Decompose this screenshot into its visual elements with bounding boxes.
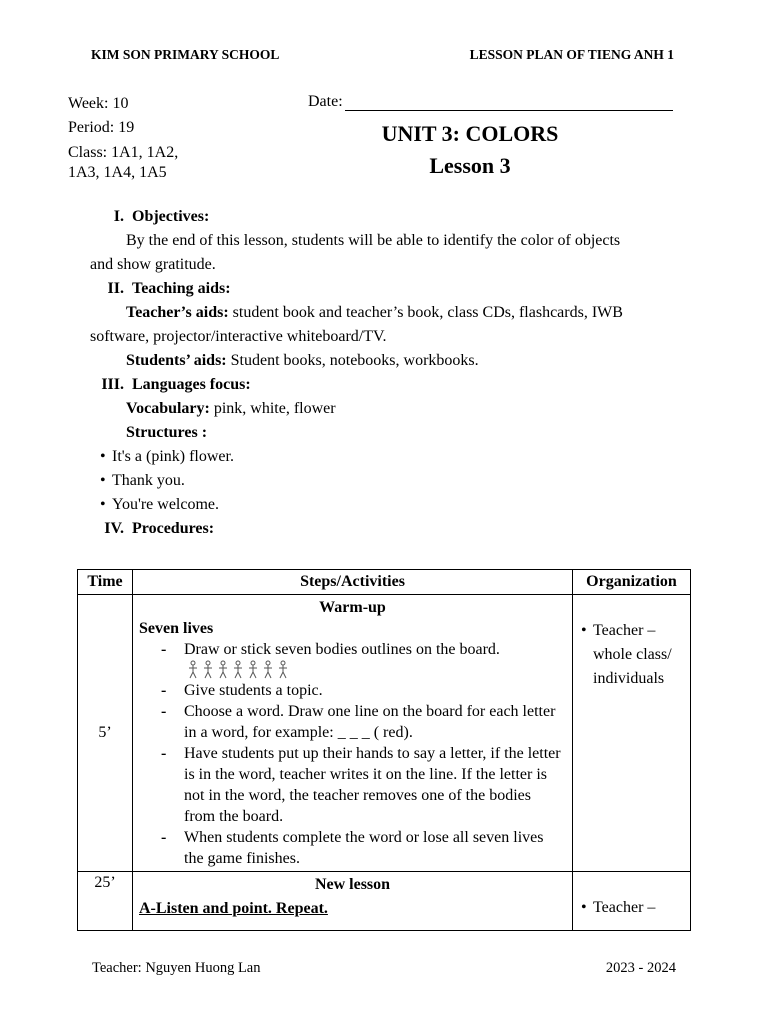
step-item: - Have students put up their hands to say a letter, if the letter is in the word, teacher writes it on the line. If the letter is not in the word, the teacher removes one of the bodies from the board. [139, 743, 566, 827]
header-organization: Organization [573, 570, 691, 595]
date-blank-line [345, 95, 673, 111]
procedures-table [77, 569, 691, 931]
date-field [308, 93, 673, 111]
newlesson-heading: New lesson [314, 876, 391, 893]
warmup-heading: Warm-up [319, 599, 386, 616]
organization-item: • Teacher – whole class/ individuals [579, 619, 686, 691]
lesson-content [90, 205, 690, 541]
organization-item: • Teacher – [579, 896, 686, 920]
school-name: KIM SON PRIMARY SCHOOL [91, 47, 280, 62]
step-item: - When students complete the word or lose all seven lives the game finishes. [139, 827, 566, 869]
warmup-organization [573, 595, 691, 872]
header-activities: Steps/Activities [133, 570, 573, 595]
objectives-text: By the end of this lesson, students will be able to identify the color of objects [126, 232, 621, 249]
footer-teacher: Teacher: Nguyen Huong Lan [92, 960, 261, 976]
week-label: Week: 10 [68, 95, 129, 112]
stick-figures-drawing [187, 660, 299, 680]
lesson-number: Lesson 3 [429, 153, 511, 178]
procedures-heading: IV. Procedures: [104, 520, 215, 537]
activity-title: A-Listen and point. Repeat. [139, 900, 328, 917]
step-item: - Draw or stick seven bodies outlines on the board. [139, 639, 566, 660]
step-item: - Give students a topic. [139, 680, 566, 701]
structure-item: • You're welcome. [90, 493, 690, 517]
vocabulary: Vocabulary: pink, white, flower [126, 400, 336, 417]
structures-label: Structures : [126, 424, 208, 441]
step-item: - Choose a word. Draw one line on the board for each letter in a word, for example: _ _ _ ( red). [139, 701, 566, 743]
unit-title: UNIT 3: COLORS [381, 121, 559, 146]
language-focus-heading: III. Languages focus: [101, 376, 251, 393]
teacher-aids: Teacher’s aids: student book and teacher’s book, class CDs, flashcards, IWB [126, 304, 623, 321]
teacher-aids-cont: software, projector/interactive whiteboard/TV. [90, 328, 387, 345]
teaching-aids-heading: II. Teaching aids: [107, 280, 231, 297]
structure-item: • Thank you. [90, 469, 690, 493]
table-row [78, 872, 691, 931]
class-label-line1: Class: 1A1, 1A2, [68, 144, 179, 161]
objectives-heading: I. Objectives: [113, 208, 210, 225]
table-row [78, 595, 691, 872]
objectives-text-cont: and show gratitude. [90, 256, 216, 273]
warmup-activities [133, 595, 573, 872]
structure-item: • It's a (pink) flower. [90, 445, 690, 469]
period-label: Period: 19 [68, 119, 135, 136]
newlesson-activities [133, 872, 573, 931]
header-time: Time [78, 570, 133, 595]
warmup-time: 5’ [78, 595, 133, 872]
footer-year: 2023 - 2024 [605, 960, 676, 976]
game-name: Seven lives [139, 620, 214, 637]
lesson-plan-title: LESSON PLAN OF TIENG ANH 1 [469, 47, 674, 62]
stick-figures-icon [139, 660, 566, 680]
students-aids: Students’ aids: Student books, notebooks, workbooks. [126, 352, 479, 369]
class-label-line2: 1A3, 1A4, 1A5 [68, 164, 167, 181]
newlesson-time: 25’ [78, 872, 133, 931]
table-header-row [78, 570, 691, 595]
newlesson-organization [573, 872, 691, 931]
date-label: Date: [308, 93, 343, 110]
